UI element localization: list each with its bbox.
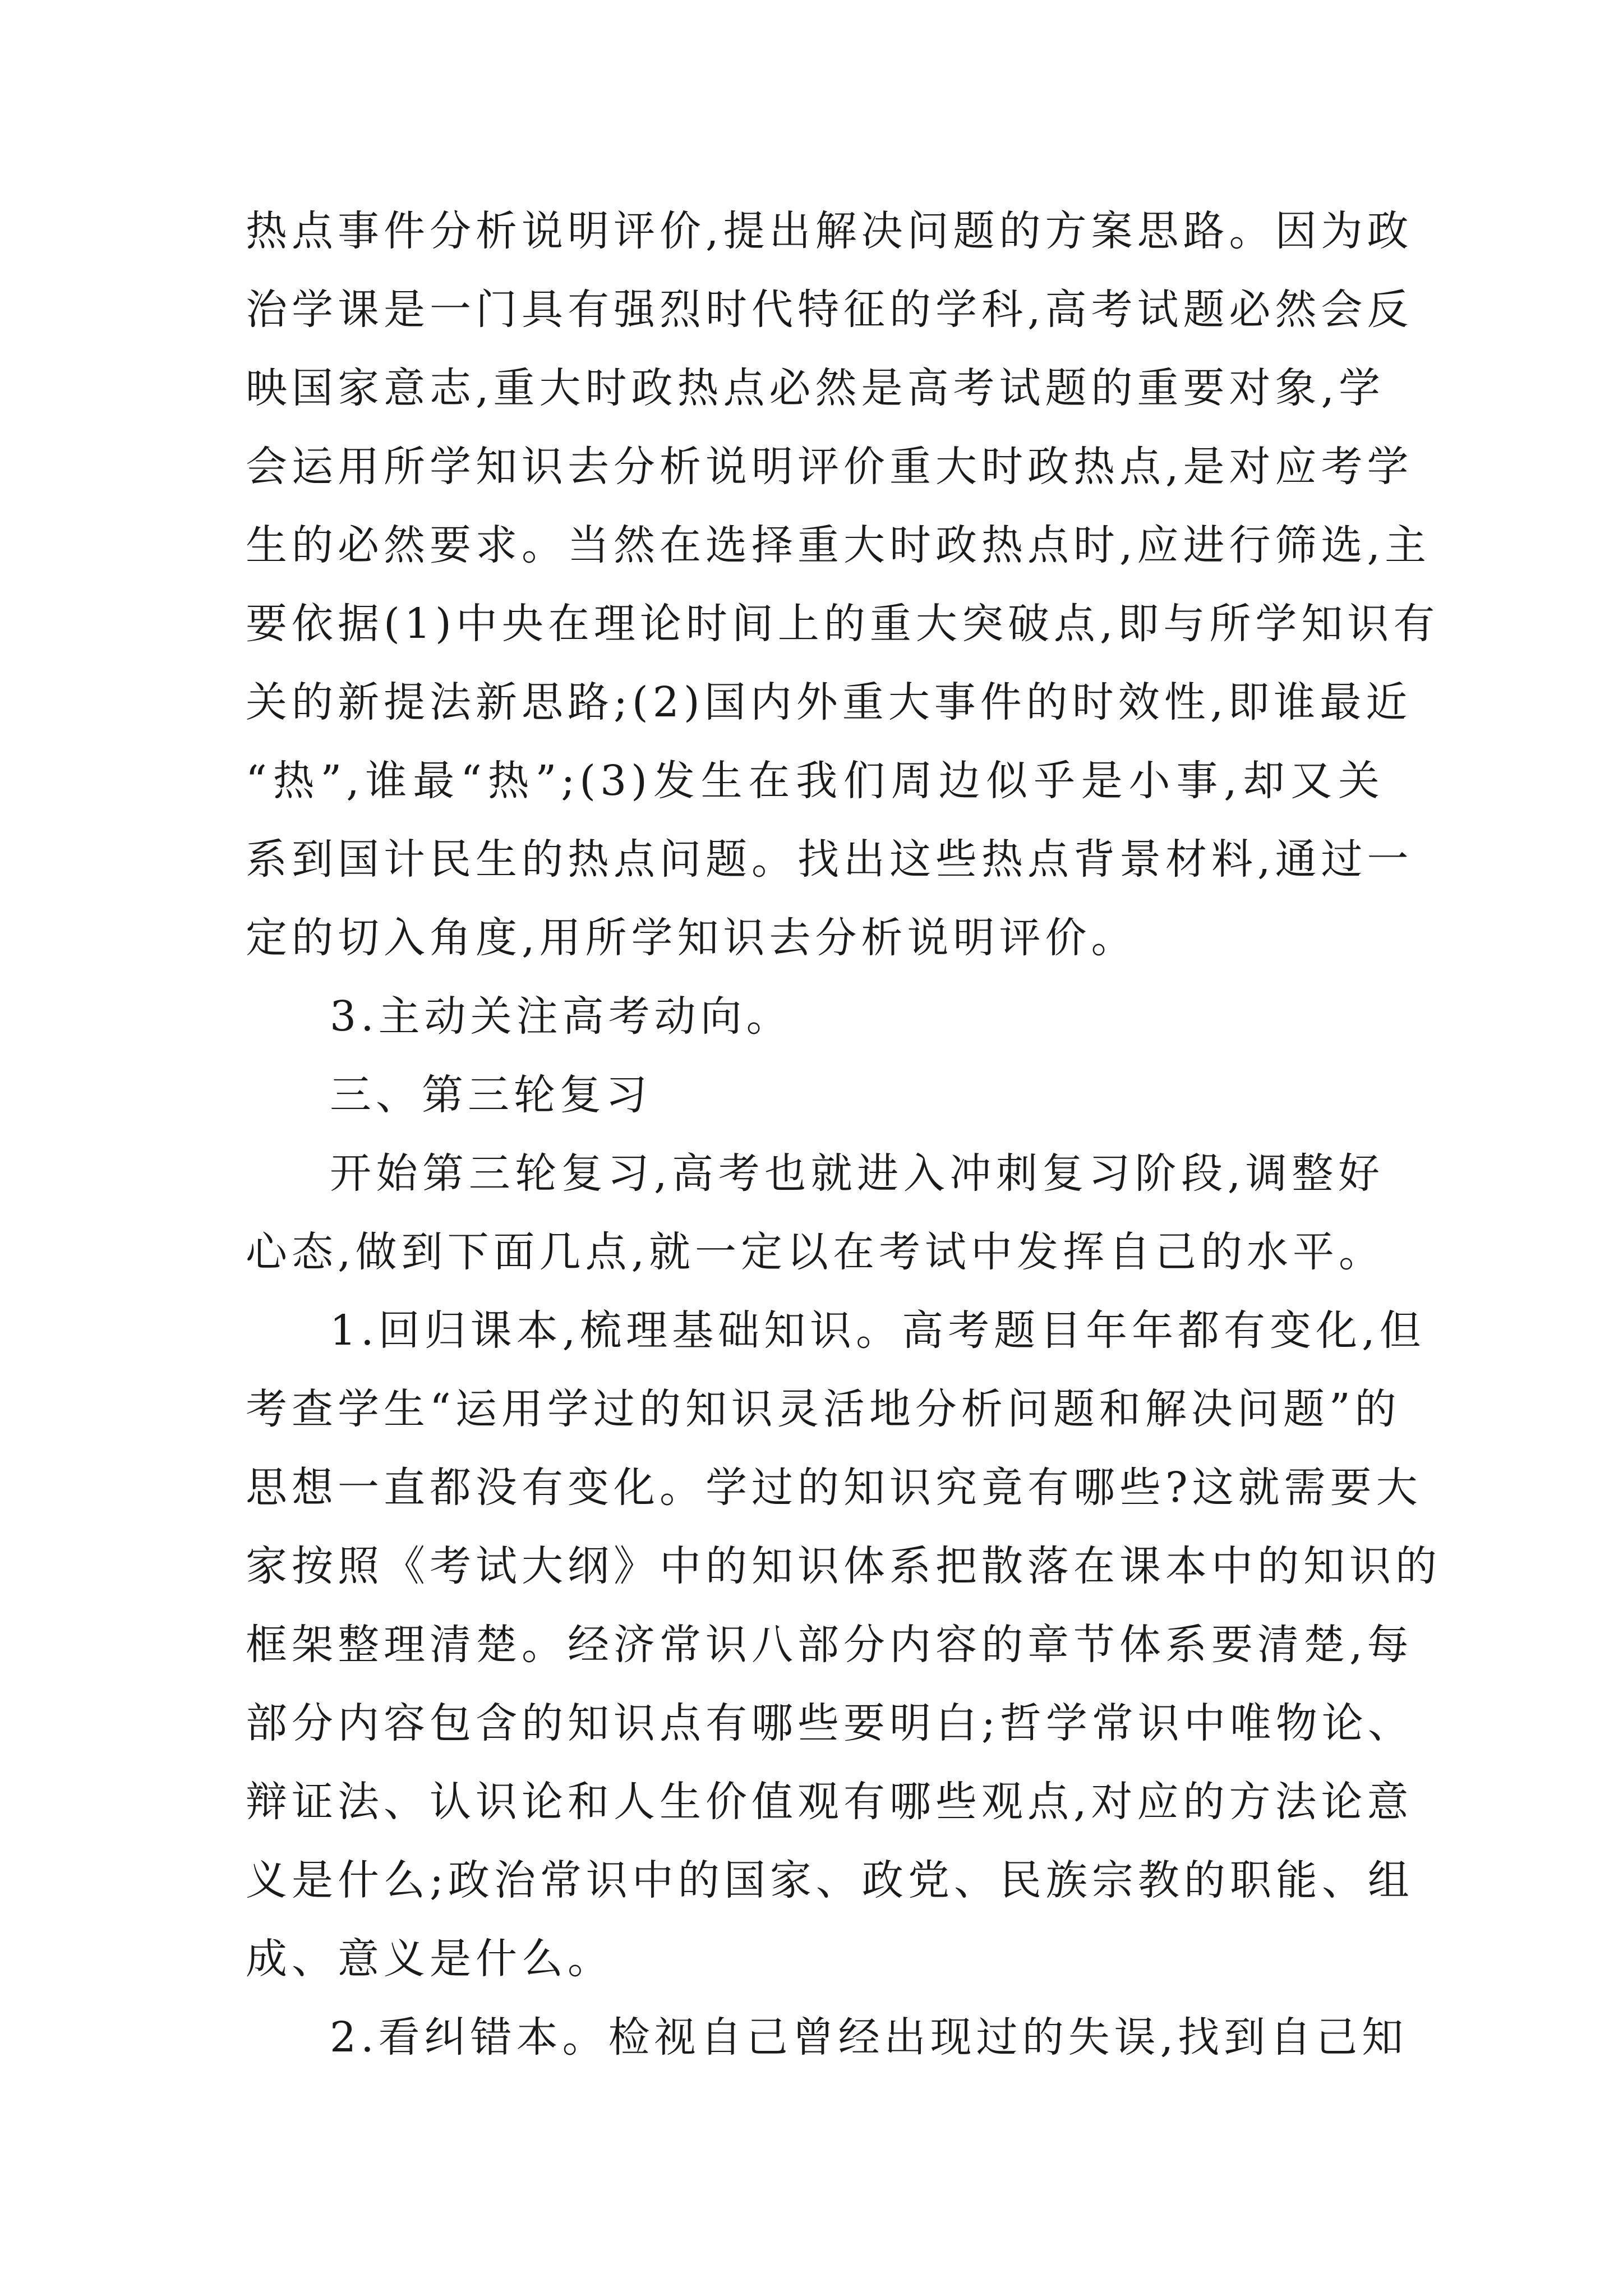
paragraph-line: 义是什么;政治常识中的国家、政党、民族宗教的职能、组 (246, 1856, 1414, 1904)
paragraph-line: 考查学生“运用学过的知识灵活地分析问题和解决问题”的 (246, 1385, 1401, 1433)
paragraph-line: 要依据(1)中央在理论时间上的重大突破点,即与所学知识有 (246, 600, 1440, 648)
paragraph-line: 成、意义是什么。 (246, 1935, 614, 1983)
paragraph-line: 2.看纠错本。检视自己曾经出现过的失误,找到自己知 (330, 2013, 1408, 2062)
paragraph-line: 开始第三轮复习,高考也就进入冲刺复习阶段,调整好 (330, 1149, 1384, 1198)
paragraph-line: 1.回归课本,梳理基础知识。高考题目年年都有变化,但 (330, 1306, 1426, 1355)
paragraph-line: 关的新提法新思路;(2)国内外重大事件的时效性,即谁最近 (246, 678, 1412, 726)
paragraph-line: 映国家意志,重大时政热点必然是高考试题的重要对象,学 (246, 364, 1385, 412)
paragraph-line: 治学课是一门具有强烈时代特征的学科,高考试题必然会反 (246, 286, 1413, 334)
paragraph-line: 会运用所学知识去分析说明评价重大时政热点,是对应考学 (246, 443, 1413, 491)
paragraph-line: 心态,做到下面几点,就一定以在考试中发挥自己的水平。 (246, 1228, 1385, 1276)
paragraph-line: 家按照《考试大纲》中的知识体系把散落在课本中的知识的 (246, 1542, 1441, 1590)
paragraph-line: 思想一直都没有变化。学过的知识究竟有哪些?这就需要大 (246, 1464, 1422, 1512)
list-item-heading: 3.主动关注高考动向。 (330, 992, 792, 1041)
section-heading: 三、第三轮复习 (330, 1071, 652, 1119)
paragraph-line: 生的必然要求。当然在选择重大时政热点时,应进行筛选,主 (246, 521, 1431, 569)
paragraph-line: 热点事件分析说明评价,提出解决问题的方案思路。因为政 (246, 207, 1413, 255)
paragraph-line: 部分内容包含的知识点有哪些要明白;哲学常识中唯物论、 (246, 1699, 1414, 1747)
paragraph-line: “热”,谁最“热”;(3)发生在我们周边似乎是小事,却又关 (246, 757, 1384, 805)
paragraph-line: 定的切入角度,用所学知识去分析说明评价。 (246, 914, 1137, 962)
paragraph-line: 框架整理清楚。经济常识八部分内容的章节体系要清楚,每 (246, 1621, 1413, 1669)
paragraph-line: 系到国计民生的热点问题。找出这些热点背景材料,通过一 (246, 835, 1413, 884)
paragraph-line: 辩证法、认识论和人生价值观有哪些观点,对应的方法论意 (246, 1778, 1413, 1826)
